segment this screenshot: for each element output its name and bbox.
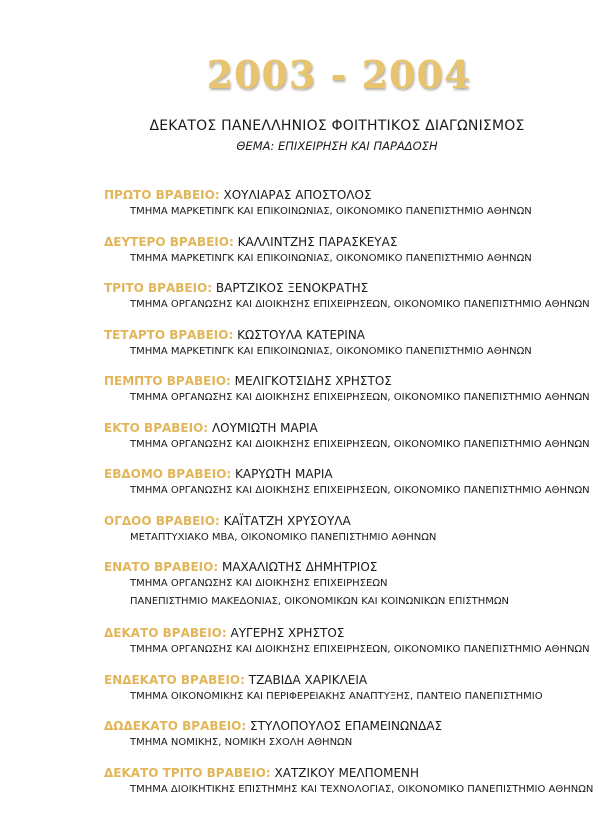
winner-affiliation: ΤΜΗΜΑ ΟΡΓΑΝΩΣΗΣ ΚΑΙ ΔΙΟΙΚΗΣΗΣ ΕΠΙΧΕΙΡΗΣΕΩΝ, ΟΙΚΟΝΟΜΙΚΟ ΠΑΝΕΠΙΣΤΗΜΙΟ ΑΘΗΝΩΝ (130, 644, 590, 655)
award-label: ΟΓΔΟΟ ΒΡΑΒΕΙΟ: (104, 513, 220, 528)
winner-affiliation: ΤΜΗΜΑ ΜΑΡΚΕΤΙΝΓΚ ΚΑΙ ΕΠΙΚΟΙΝΩΝΙΑΣ, ΟΙΚΟΝΟΜΙΚΟ ΠΑΝΕΠΙΣΤΗΜΙΟ ΑΘΗΝΩΝ (130, 345, 532, 357)
award-entry (104, 513, 584, 560)
award-heading-line (104, 280, 584, 296)
competition-theme: ΘΕΜΑ: ΕΠΙΧΕΙΡΗΣΗ ΚΑΙ ΠΑΡΑΔΟΣΗ (236, 139, 438, 153)
winner-name: ΚΑΪΤΑΤΖΗ ΧΡΥΣΟΥΛΑ (223, 513, 351, 528)
award-entry (104, 625, 590, 672)
award-entry (104, 559, 584, 625)
winner-name: ΚΑΡΥΩΤΗ ΜΑΡΙΑ (235, 467, 333, 481)
award-label: ΔΕΥΤΕΡΟ ΒΡΑΒΕΙΟ: (104, 234, 234, 249)
award-heading-line (104, 672, 584, 688)
year-heading: 2003 - 2004 (206, 52, 472, 97)
award-label: ΠΕΜΠΤΟ ΒΡΑΒΕΙΟ: (104, 374, 231, 388)
winner-affiliation: ΤΜΗΜΑ ΟΡΓΑΝΩΣΗΣ ΚΑΙ ΔΙΟΙΚΗΣΗΣ ΕΠΙΧΕΙΡΗΣΕΩΝ, ΟΙΚΟΝΟΜΙΚΟ ΠΑΝΕΠΙΣΤΗΜΙΟ ΑΘΗΝΩΝ (130, 299, 590, 310)
winner-affiliation: ΤΜΗΜΑ ΟΡΓΑΝΩΣΗΣ ΚΑΙ ΔΙΟΙΚΗΣΗΣ ΕΠΙΧΕΙΡΗΣΕΩΝ, ΟΙΚΟΝΟΜΙΚΟ ΠΑΝΕΠΙΣΤΗΜΙΟ ΑΘΗΝΩΝ (130, 438, 590, 450)
awards-list (104, 187, 594, 811)
award-entry (104, 765, 594, 812)
award-heading-line (104, 327, 584, 343)
award-entry (104, 327, 584, 374)
winner-name: ΚΑΛΛΙΝΤΖΗΣ ΠΑΡΑΣΚΕΥΑΣ (237, 234, 398, 249)
award-heading-line (104, 187, 584, 203)
award-label: ΤΡΙΤΟ ΒΡΑΒΕΙΟ: (104, 281, 213, 295)
winner-name: ΛΟΥΜΙΩΤΗ ΜΑΡΙΑ (211, 420, 318, 435)
award-label: ΕΒΔΟΜΟ ΒΡΑΒΕΙΟ: (104, 467, 232, 481)
award-heading-line (104, 625, 584, 641)
winner-name: ΜΑΧΑΛΙΩΤΗΣ ΔΗΜΗΤΡΙΟΣ (221, 560, 378, 574)
award-heading-line (104, 234, 584, 250)
award-label: ΕΚΤΟ ΒΡΑΒΕΙΟ: (104, 420, 209, 435)
winner-affiliation: ΤΜΗΜΑ ΜΑΡΚΕΤΙΝΓΚ ΚΑΙ ΕΠΙΚΟΙΝΩΝΙΑΣ, ΟΙΚΟΝΟΜΙΚΟ ΠΑΝΕΠΙΣΤΗΜΙΟ ΑΘΗΝΩΝ (130, 252, 532, 264)
award-entry (104, 420, 590, 467)
award-heading-line (104, 765, 584, 781)
winner-name: ΜΕΛΙΓΚΟΤΣΙΔΗΣ ΧΡΗΣΤΟΣ (234, 374, 392, 388)
award-label: ΕΝΑΤΟ ΒΡΑΒΕΙΟ: (104, 560, 219, 574)
award-entry (104, 234, 584, 281)
award-label: ΔΩΔΕΚΑΤΟ ΒΡΑΒΕΙΟ: (104, 719, 247, 733)
winner-name: ΚΩΣΤΟΥΛΑ ΚΑΤΕΡΙΝΑ (237, 327, 366, 342)
award-entry (104, 672, 584, 719)
award-label: ΠΡΩΤΟ ΒΡΑΒΕΙΟ: (104, 188, 220, 202)
award-entry (104, 373, 590, 420)
winner-name: ΒΑΡΤΖΙΚΟΣ ΞΕΝΟΚΡΑΤΗΣ (215, 281, 369, 295)
award-label: ΕΝΔΕΚΑΤΟ ΒΡΑΒΕΙΟ: (104, 672, 245, 687)
winner-name: ΤΖΑΒΙΔΑ ΧΑΡΙΚΛΕΙΑ (248, 672, 368, 687)
competition-title: ΔΕΚΑΤΟΣ ΠΑΝΕΛΛΗΝΙΟΣ ΦΟΙΤΗΤΙΚΟΣ ΔΙΑΓΩΝΙΣΜΟΣ (149, 118, 525, 134)
winner-affiliation: ΤΜΗΜΑ ΔΙΟΙΚΗΤΙΚΗΣ ΕΠΙΣΤΗΜΗΣ ΚΑΙ ΤΕΧΝΟΛΟΓΙΑΣ, ΟΙΚΟΝΟΜΙΚΟ ΠΑΝΕΠΙΣΤΗΜΙΟ ΑΘΗΝΩΝ (130, 783, 594, 795)
winner-affiliation: ΠΑΝΕΠΙΣΤΗΜΙΟ ΜΑΚΕΔΟΝΙΑΣ, ΟΙΚΟΝΟΜΙΚΩΝ ΚΑΙ ΚΟΙΝΩΝΙΚΩΝ ΕΠΙΣΤΗΜΩΝ (130, 596, 510, 607)
winner-affiliation: ΜΕΤΑΠΤΥΧΙΑΚΟ MBA, ΟΙΚΟΝΟΜΙΚΟ ΠΑΝΕΠΙΣΤΗΜΙΟ ΑΘΗΝΩΝ (130, 531, 437, 543)
award-heading-line (104, 718, 584, 734)
award-heading-line (104, 420, 584, 436)
award-entry (104, 718, 584, 765)
winner-name: ΣΤΥΛΟΠΟΥΛΟΣ ΕΠΑΜΕΙΝΩΝΔΑΣ (250, 719, 443, 733)
winner-affiliation: ΤΜΗΜΑ ΟΙΚΟΝΟΜΙΚΗΣ ΚΑΙ ΠΕΡΙΦΕΡΕΙΑΚΗΣ ΑΝΑΠΤΥΞΗΣ, ΠΑΝΤΕΙΟ ΠΑΝΕΠΙΣΤΗΜΙΟ (130, 690, 543, 702)
winner-affiliation: ΤΜΗΜΑ ΟΡΓΑΝΩΣΗΣ ΚΑΙ ΔΙΟΙΚΗΣΗΣ ΕΠΙΧΕΙΡΗΣΕΩΝ, ΟΙΚΟΝΟΜΙΚΟ ΠΑΝΕΠΙΣΤΗΜΙΟ ΑΘΗΝΩΝ (130, 485, 590, 496)
award-entry (104, 280, 590, 327)
award-heading-line (104, 513, 584, 529)
winner-affiliation: ΤΜΗΜΑ ΟΡΓΑΝΩΣΗΣ ΚΑΙ ΔΙΟΙΚΗΣΗΣ ΕΠΙΧΕΙΡΗΣΕΩΝ (130, 578, 388, 589)
winner-affiliation: ΤΜΗΜΑ ΝΟΜΙΚΗΣ, ΝΟΜΙΚΗ ΣΧΟΛΗ ΑΘΗΝΩΝ (130, 737, 353, 748)
award-entry (104, 466, 590, 513)
award-label: ΔΕΚΑΤΟ ΒΡΑΒΕΙΟ: (104, 626, 227, 640)
award-label: ΔΕΚΑΤΟ ΤΡΙΤΟ ΒΡΑΒΕΙΟ: (104, 765, 271, 780)
award-heading-line (104, 559, 584, 575)
winner-affiliation: ΤΜΗΜΑ ΜΑΡΚΕΤΙΝΓΚ ΚΑΙ ΕΠΙΚΟΙΝΩΝΙΑΣ, ΟΙΚΟΝΟΜΙΚΟ ΠΑΝΕΠΙΣΤΗΜΙΟ ΑΘΗΝΩΝ (130, 206, 532, 217)
award-label: ΤΕΤΑΡΤΟ ΒΡΑΒΕΙΟ: (104, 327, 234, 342)
award-heading-line (104, 373, 584, 389)
winner-affiliation: ΤΜΗΜΑ ΟΡΓΑΝΩΣΗΣ ΚΑΙ ΔΙΟΙΚΗΣΗΣ ΕΠΙΧΕΙΡΗΣΕΩΝ, ΟΙΚΟΝΟΜΙΚΟ ΠΑΝΕΠΙΣΤΗΜΙΟ ΑΘΗΝΩΝ (130, 392, 590, 403)
winner-name: ΧΟΥΛΙΑΡΑΣ ΑΠΟΣΤΟΛΟΣ (223, 188, 372, 202)
winner-name: ΧΑΤΖΙΚΟΥ ΜΕΛΠΟΜΕΝΗ (274, 765, 420, 780)
winner-name: ΑΥΓΕΡΗΣ ΧΡΗΣΤΟΣ (230, 626, 345, 640)
award-entry (104, 187, 584, 234)
award-heading-line (104, 466, 584, 482)
